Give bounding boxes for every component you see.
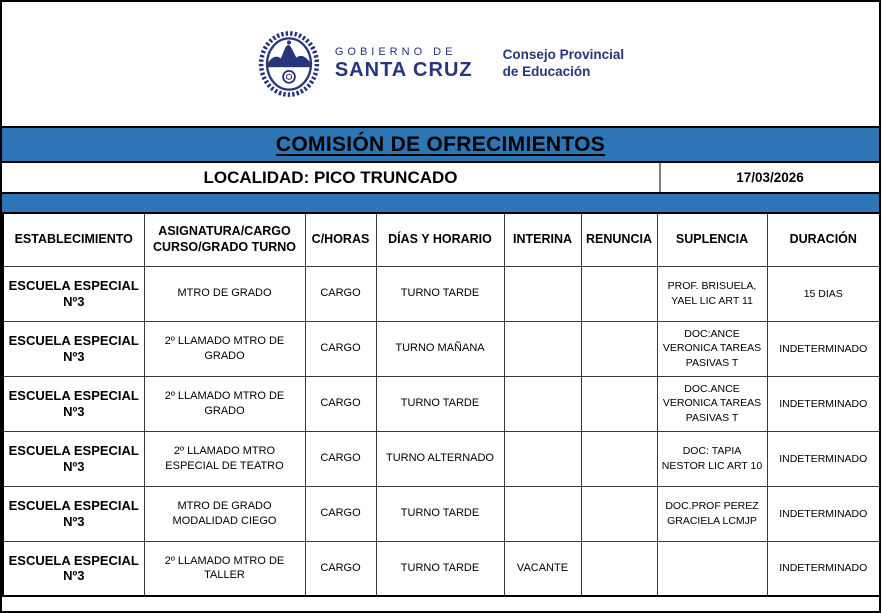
cell-choras: CARGO <box>305 541 376 596</box>
table-header-row <box>3 213 880 266</box>
cell-suplencia: DOC.ANCE VERONICA TAREAS PASIVAS T <box>657 376 767 431</box>
column-header-asignatura: ASIGNATURA/CARGO CURSO/GRADO TURNO <box>144 213 305 266</box>
date-value: 17/03/2026 <box>736 170 804 185</box>
table-row <box>3 541 880 596</box>
column-header-renuncia: RENUNCIA <box>581 213 657 266</box>
cell-dias-horario: TURNO TARDE <box>376 376 504 431</box>
letterhead <box>2 2 879 126</box>
cell-establecimiento: ESCUELA ESPECIAL Nº3 <box>3 321 144 376</box>
column-header-establecimiento: ESTABLECIMIENTO <box>3 213 144 266</box>
cell-interina <box>504 486 581 541</box>
cell-duracion: INDETERMINADO <box>767 541 880 596</box>
logo-group <box>257 28 624 100</box>
title-bar <box>2 126 879 163</box>
santa-cruz-crest-icon <box>257 28 321 100</box>
cell-duracion: INDETERMINADO <box>767 431 880 486</box>
cell-duracion: INDETERMINADO <box>767 486 880 541</box>
cell-duracion: INDETERMINADO <box>767 321 880 376</box>
table-row <box>3 321 880 376</box>
locality-row <box>2 163 879 194</box>
cell-renuncia <box>581 541 657 596</box>
cell-choras: CARGO <box>305 431 376 486</box>
consejo-line1: Consejo Provincial <box>502 47 625 63</box>
cell-suplencia <box>657 541 767 596</box>
cell-establecimiento: ESCUELA ESPECIAL Nº3 <box>3 541 144 596</box>
table-row <box>3 431 880 486</box>
cell-establecimiento: ESCUELA ESPECIAL Nº3 <box>3 486 144 541</box>
cell-duracion: 15 DIAS <box>767 266 880 321</box>
cell-renuncia <box>581 266 657 321</box>
cell-asignatura: 2º LLAMADO MTRO DE TALLER <box>144 541 305 596</box>
cell-renuncia <box>581 321 657 376</box>
cell-asignatura: MTRO DE GRADO MODALIDAD CIEGO <box>144 486 305 541</box>
column-header-choras: C/HORAS <box>305 213 376 266</box>
cell-interina <box>504 376 581 431</box>
cell-suplencia: PROF. BRISUELA, YAEL LIC ART 11 <box>657 266 767 321</box>
page-title: COMISIÓN DE OFRECIMIENTOS <box>275 132 606 156</box>
date-cell <box>659 163 879 192</box>
table-row <box>3 486 880 541</box>
cell-establecimiento: ESCUELA ESPECIAL Nº3 <box>3 266 144 321</box>
cell-dias-horario: TURNO ALTERNADO <box>376 431 504 486</box>
table-row <box>3 376 880 431</box>
cell-asignatura: MTRO DE GRADO <box>144 266 305 321</box>
gobierno-de-label: GOBIERNO DE <box>334 46 457 58</box>
column-header-interina: INTERINA <box>504 213 581 266</box>
cell-interina <box>504 321 581 376</box>
cell-dias-horario: TURNO TARDE <box>376 266 504 321</box>
cell-dias-horario: TURNO MAÑANA <box>376 321 504 376</box>
cell-choras: CARGO <box>305 376 376 431</box>
cell-choras: CARGO <box>305 321 376 376</box>
cell-choras: CARGO <box>305 486 376 541</box>
cell-interina <box>504 266 581 321</box>
cell-asignatura: 2º LLAMADO MTRO DE GRADO <box>144 376 305 431</box>
consejo-label <box>503 47 625 81</box>
cell-asignatura: 2º LLAMADO MTRO ESPECIAL DE TEATRO <box>144 431 305 486</box>
blue-divider-strip <box>2 194 879 212</box>
cell-establecimiento: ESCUELA ESPECIAL Nº3 <box>3 376 144 431</box>
offers-table <box>2 212 881 597</box>
cell-establecimiento: ESCUELA ESPECIAL Nº3 <box>3 431 144 486</box>
santa-cruz-label: SANTA CRUZ <box>334 59 473 81</box>
cell-renuncia <box>581 486 657 541</box>
cell-interina <box>504 431 581 486</box>
cell-asignatura: 2º LLAMADO MTRO DE GRADO <box>144 321 305 376</box>
cell-choras: CARGO <box>305 266 376 321</box>
cell-suplencia: DOC:ANCE VERONICA TAREAS PASIVAS T <box>657 321 767 376</box>
column-header-dias-horario: DÍAS Y HORARIO <box>376 213 504 266</box>
cell-suplencia: DOC: TAPIA NESTOR LIC ART 10 <box>657 431 767 486</box>
cell-dias-horario: TURNO TARDE <box>376 541 504 596</box>
cell-renuncia <box>581 431 657 486</box>
column-header-duracion: DURACIÓN <box>767 213 880 266</box>
cell-duracion: INDETERMINADO <box>767 376 880 431</box>
locality-label: LOCALIDAD: PICO TRUNCADO <box>203 167 458 187</box>
consejo-line2: de Educación <box>502 64 591 79</box>
government-wordmark <box>335 46 473 82</box>
table-row <box>3 266 880 321</box>
cell-interina: VACANTE <box>504 541 581 596</box>
column-header-suplencia: SUPLENCIA <box>657 213 767 266</box>
cell-renuncia <box>581 376 657 431</box>
cell-dias-horario: TURNO TARDE <box>376 486 504 541</box>
cell-suplencia: DOC.PROF PEREZ GRACIELA LCMJP <box>657 486 767 541</box>
